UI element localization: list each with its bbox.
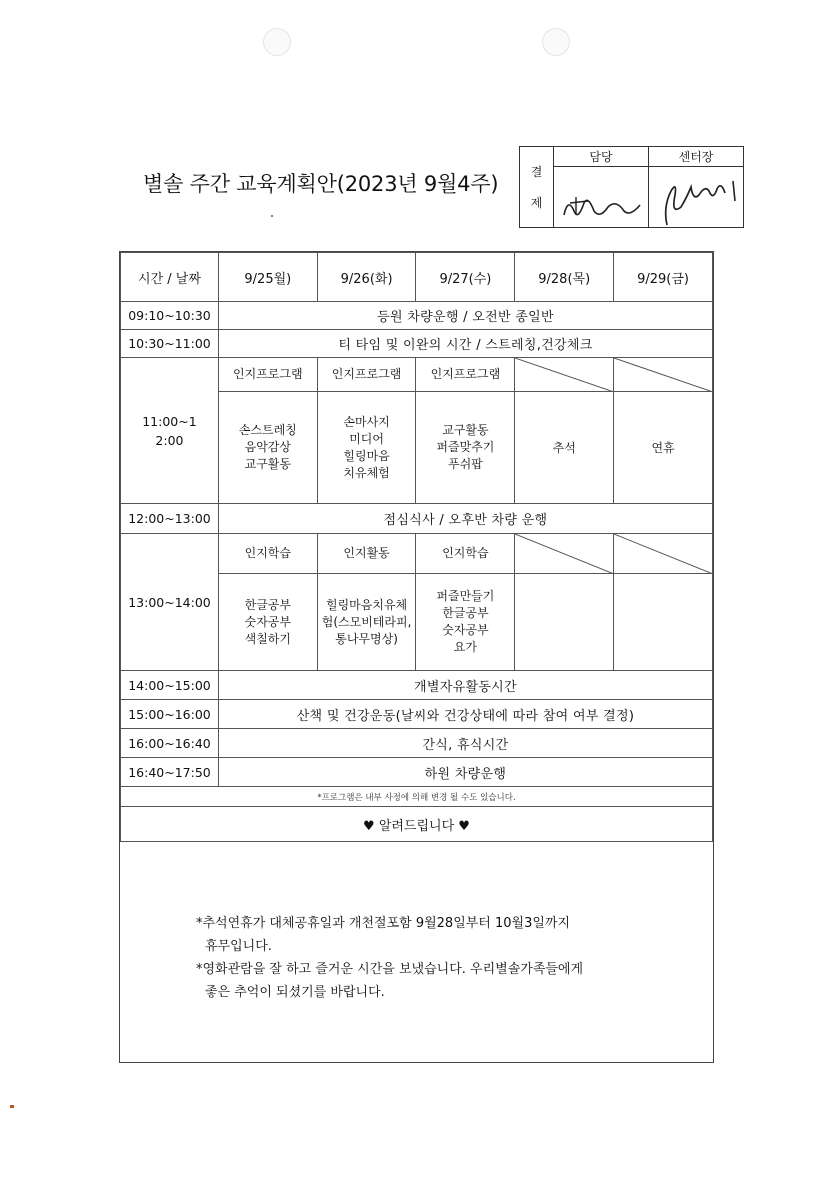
signature-manager-icon [554, 167, 648, 227]
diagonal-cell [515, 358, 614, 392]
approval-side-top: 결 [530, 165, 543, 179]
approval-col-manager: 담당 [554, 147, 649, 167]
program-line: 손마사지 [343, 414, 390, 429]
program-line: 퍼즐맞추기 [436, 440, 495, 454]
program-details-tue [317, 574, 416, 671]
diagonal-line-icon [614, 534, 712, 574]
program-title-mon: 인지프로그램 [218, 358, 317, 392]
program-line: 푸쉬팝 [448, 457, 483, 471]
program-line: 색칠하기 [244, 631, 291, 646]
time-slot: 13:00~14:00 [121, 534, 219, 671]
activity-row: 개별자유활동시간 [218, 671, 712, 700]
punch-hole-left [263, 28, 291, 56]
activity-row: 간식, 휴식시간 [218, 729, 712, 758]
program-line: 치유체험 [343, 465, 390, 480]
time-slot: 09:10~10:30 [121, 302, 219, 330]
holiday-break: 연휴 [614, 392, 713, 504]
header-day-fri: 9/29(금) [614, 253, 713, 302]
program-line: 험(스모비테라피, [321, 614, 412, 629]
signature-director-icon [649, 167, 743, 227]
notice-line: *영화관람을 잘 하고 즐거운 시간을 보냈습니다. 우리별솔가족들에게 [196, 962, 584, 977]
program-line: 손스트레칭 [238, 423, 297, 437]
holiday-chuseok: 추석 [515, 392, 614, 504]
diagonal-cell [614, 534, 713, 574]
empty-cell [614, 574, 713, 671]
notice-body [196, 912, 666, 1004]
approval-side-bottom: 제 [530, 196, 543, 210]
notice-line: 휴무입니다. [205, 939, 272, 954]
weekly-schedule [119, 251, 714, 1063]
header-day-tue: 9/26(화) [317, 253, 416, 302]
program-line: 요가 [453, 640, 477, 654]
program-details-wed [416, 574, 515, 671]
punch-hole-right [542, 28, 570, 56]
program-line: 한글공부 [244, 597, 291, 612]
time-slot: 16:00~16:40 [121, 729, 219, 758]
program-line: 미디어 [349, 431, 384, 446]
program-details-mon [218, 392, 317, 504]
program-details-mon [218, 574, 317, 671]
footnote: *프로그램은 내부 사정에 의해 변경 될 수도 있습니다. [121, 787, 713, 807]
activity-row: 산책 및 건강운동(날씨와 건강상태에 따라 참여 여부 결정) [218, 700, 712, 729]
program-details-wed [416, 392, 515, 504]
header-time-date: 시간 / 날짜 [121, 253, 219, 302]
program-line: 숫자공부 [244, 614, 291, 629]
stray-dot [271, 215, 273, 217]
program-line: 퍼즐만들기 [436, 589, 495, 603]
program-line: 한글공부 [442, 606, 489, 620]
time-slot: 16:40~17:50 [121, 758, 219, 787]
activity-row: 점심식사 / 오후반 차량 운행 [218, 504, 712, 534]
diagonal-cell [614, 358, 713, 392]
activity-row: 등원 차량운행 / 오전반 종일반 [218, 302, 712, 330]
empty-cell [515, 574, 614, 671]
time-slot: 12:00~13:00 [121, 504, 219, 534]
program-title-wed: 인지프로그램 [416, 358, 515, 392]
program-title-tue: 인지활동 [317, 534, 416, 574]
program-line: 힐링마음 [343, 448, 390, 463]
approval-box [519, 146, 744, 228]
notice-line: *추석연휴가 대체공휴일과 개천절포함 9월28일부터 10월3일까지 [196, 916, 571, 931]
time-slot: 10:30~11:00 [121, 330, 219, 358]
diagonal-line-icon [515, 534, 613, 574]
header-day-wed: 9/27(수) [416, 253, 515, 302]
header-day-thu: 9/28(목) [515, 253, 614, 302]
program-line: 교구활동 [442, 423, 489, 437]
approval-col-director: 센터장 [649, 147, 744, 167]
notice-line: 좋은 추억이 되셨기를 바랍니다. [205, 985, 385, 1000]
approval-side-label [520, 147, 554, 228]
program-title-mon: 인지학습 [218, 534, 317, 574]
activity-row: 티 타임 및 이완의 시간 / 스트레칭,건강체크 [218, 330, 712, 358]
diagonal-line-icon [614, 358, 712, 392]
program-line: 힐링마음치유체 [326, 597, 408, 612]
program-title-wed: 인지학습 [416, 534, 515, 574]
diagonal-cell [515, 534, 614, 574]
page-title: 별솔 주간 교육계획안(2023년 9월4주) [143, 172, 499, 196]
time-slot [121, 358, 219, 504]
time-slot-line: 2:00 [155, 432, 184, 448]
paper-mark [10, 1105, 14, 1108]
program-line: 음악감상 [244, 440, 291, 454]
time-slot-line: 11:00~1 [142, 413, 197, 429]
signature-director [649, 167, 744, 228]
program-line: 숫자공부 [442, 623, 489, 637]
notice-title: ♥ 알려드립니다 ♥ [121, 807, 713, 842]
program-line: 통나무명상) [335, 631, 398, 646]
header-day-mon: 9/25월) [218, 253, 317, 302]
signature-manager [554, 167, 649, 228]
program-title-tue: 인지프로그램 [317, 358, 416, 392]
schedule-table [120, 252, 713, 842]
program-details-tue [317, 392, 416, 504]
program-line: 교구활동 [244, 457, 291, 471]
time-slot: 15:00~16:00 [121, 700, 219, 729]
diagonal-line-icon [515, 358, 613, 392]
activity-row: 하원 차량운행 [218, 758, 712, 787]
time-slot: 14:00~15:00 [121, 671, 219, 700]
